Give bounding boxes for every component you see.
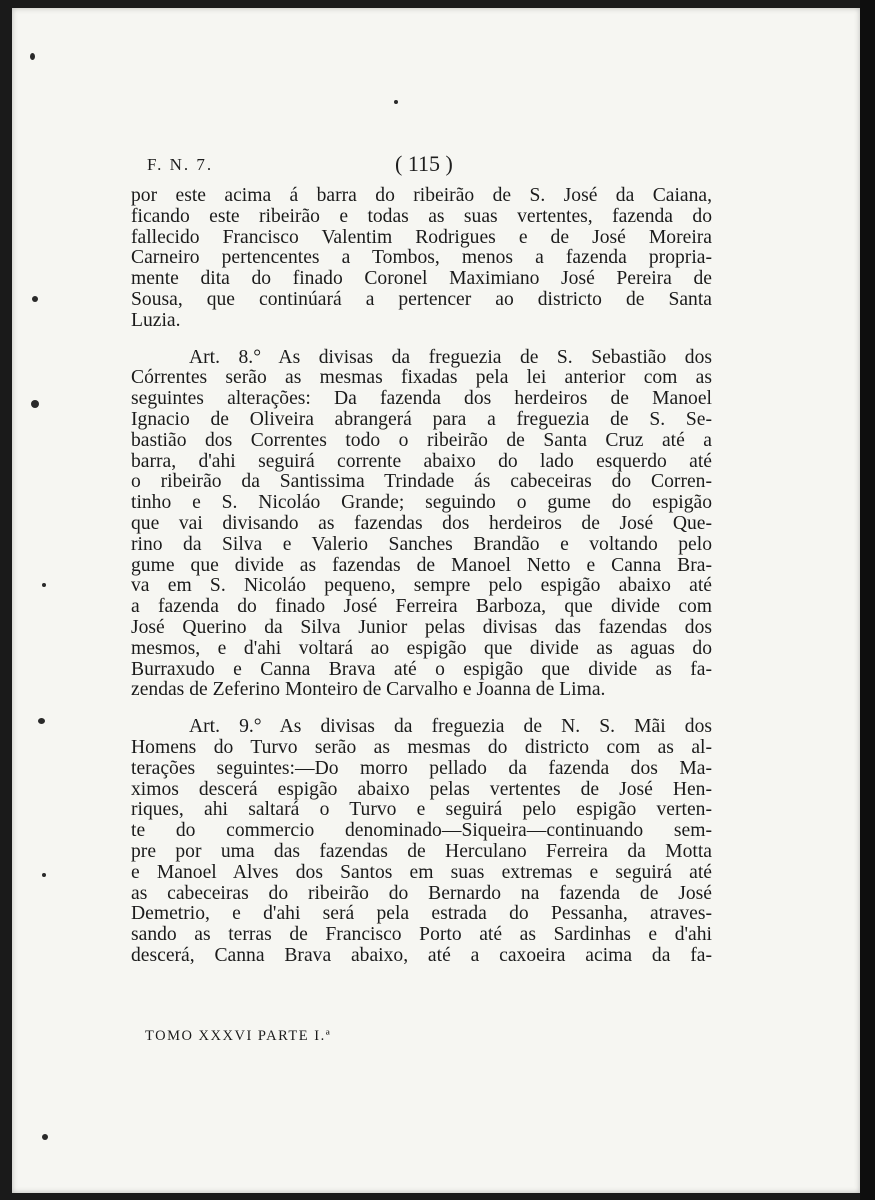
ink-speck xyxy=(32,296,38,302)
signature-mark: F. N. 7. xyxy=(147,155,214,174)
text-line: descerá, Canna Brava abaixo, até a caxoeira acima da fa- xyxy=(131,944,712,966)
text-line: Demetrio, e d'ahi será pela estrada do Pessanha, atraves- xyxy=(131,903,712,925)
text-line: Sousa, que continúará a pertencer ao districto de Santa xyxy=(131,288,712,310)
ink-speck xyxy=(38,718,45,724)
text-line: Córrentes serão as mesmas fixadas pela lei anterior com as xyxy=(131,367,712,389)
text-line: mente dita do finado Coronel Maximiano José Pereira de xyxy=(131,268,712,290)
text-line: gume que divide as fazendas de Manoel Netto e Canna Bra- xyxy=(131,554,712,576)
text-line: a fazenda do finado José Ferreira Barboza, que divide com xyxy=(131,596,712,618)
paragraph xyxy=(131,717,712,967)
text-line: pre por uma das fazendas de Herculano Ferreira da Motta xyxy=(131,840,712,862)
text-line: Ignacio de Oliveira abrangerá para a freguezia de S. Se- xyxy=(131,408,712,430)
text-line: Luzia. xyxy=(131,309,181,331)
text-line: terações seguintes:—Do morro pellado da fazenda dos Ma- xyxy=(131,757,712,779)
text-line: Burraxudo e Canna Brava até o espigão que divide as fa- xyxy=(131,658,712,680)
ink-speck xyxy=(31,400,39,408)
text-line: ficando este ribeirão e todas as suas vertentes, fazenda do xyxy=(131,205,712,227)
text-line: riques, ahi saltará o Turvo e seguirá pelo espigão verten- xyxy=(131,799,712,821)
footer-signature: TOMO XXXVI PARTE I.ª xyxy=(145,1028,332,1044)
text-line: Homens do Turvo serão as mesmas do districto com as al- xyxy=(131,736,712,758)
text-line: ximos descerá espigão abaixo pelas vertentes de José Hen- xyxy=(131,778,712,800)
text-line: e Manoel Alves dos Santos em suas extremas e seguirá até xyxy=(131,861,712,883)
text-line: o ribeirão da Santissima Trindade ás cabeceiras do Corren- xyxy=(131,471,712,493)
text-line: te do commercio denominado—Siqueira—continuando sem- xyxy=(131,820,712,842)
text-line: fallecido Francisco Valentim Rodrigues e de José Moreira xyxy=(131,226,712,248)
text-line: rino da Silva e Valerio Sanches Brandão e voltando pelo xyxy=(131,533,712,555)
text-line: que vai divisando as fazendas dos herdeiros de José Que- xyxy=(131,512,712,534)
scan-edge xyxy=(860,0,875,1200)
ink-speck xyxy=(394,100,398,104)
page-header xyxy=(147,151,727,185)
ink-speck xyxy=(42,583,46,587)
page-body xyxy=(131,186,712,967)
text-line: bastião dos Correntes todo o ribeirão de Santa Cruz até a xyxy=(131,429,712,451)
text-line: por este acima á barra do ribeirão de S. José da Caiana, xyxy=(131,185,712,206)
ink-speck xyxy=(42,1134,48,1140)
text-line: Art. 9.° As divisas da freguezia de N. S. Mãi dos xyxy=(189,716,712,738)
paragraph xyxy=(131,348,712,702)
text-line: Carneiro pertencentes a Tombos, menos a fazenda propria- xyxy=(131,247,712,269)
text-line: José Querino da Silva Junior pelas divisas das fazendas dos xyxy=(131,616,712,638)
ink-speck xyxy=(42,873,46,877)
text-line: barra, d'ahi seguirá corrente abaixo do lado esquerdo até xyxy=(131,450,712,472)
text-line: Art. 8.° As divisas da freguezia de S. Sebastião dos xyxy=(189,346,712,368)
page-number: ( 115 ) xyxy=(395,151,453,176)
text-line: va em S. Nicoláo pequeno, sempre pelo espigão abaixo até xyxy=(131,575,712,597)
text-line: sando as terras de Francisco Porto até as Sardinhas e d'ahi xyxy=(131,924,712,946)
text-line: tinho e S. Nicoláo Grande; seguindo o gume do espigão xyxy=(131,492,712,514)
ink-speck xyxy=(30,53,35,60)
text-line: as cabeceiras do ribeirão do Bernardo na fazenda de José xyxy=(131,882,712,904)
text-line: mesmos, e d'ahi voltará ao espigão que divide as aguas do xyxy=(131,637,712,659)
text-line: seguintes alterações: Da fazenda dos herdeiros de Manoel xyxy=(131,388,712,410)
text-line: zendas de Zeferino Monteiro de Carvalho e Joanna de Lima. xyxy=(131,679,606,701)
paragraph xyxy=(131,186,712,332)
